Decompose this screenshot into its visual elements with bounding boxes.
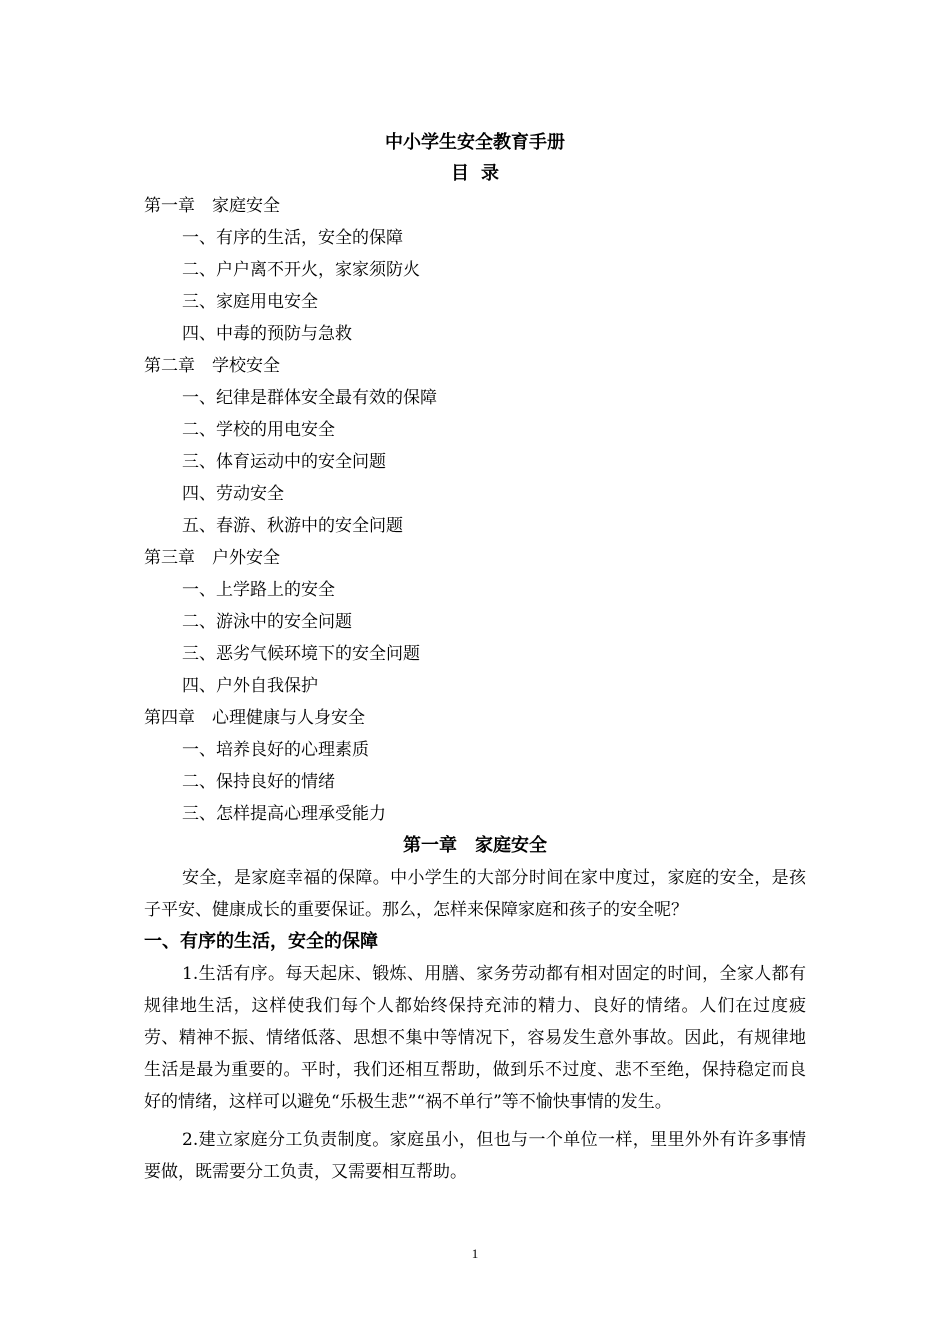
chapter-1-intro: 安全，是家庭幸福的保障。中小学生的大部分时间在家中度过，家庭的安全，是孩子平安、健康成长的重要保证。那么，怎样来保障家庭和孩子的安全呢？ (144, 868, 806, 920)
toc-item: 二、户户离不开火，家家须防火 (182, 260, 420, 280)
toc-item: 三、恶劣气候环境下的安全问题 (182, 644, 420, 664)
toc-item: 二、保持良好的情绪 (182, 772, 335, 792)
toc-item: 一、有序的生活，安全的保障 (182, 228, 403, 248)
table-of-contents (144, 190, 806, 830)
toc-item: 四、劳动安全 (182, 484, 284, 504)
toc-chapter-4: 第四章 心理健康与人身安全 (144, 708, 365, 728)
toc-item: 一、培养良好的心理素质 (182, 740, 369, 760)
toc-item: 五、春游、秋游中的安全问题 (182, 516, 403, 536)
toc-item: 二、学校的用电安全 (182, 420, 335, 440)
document-page (144, 128, 806, 1188)
page-number: 1 (471, 1246, 479, 1261)
chapter-1-heading: 第一章 家庭安全 (403, 835, 547, 856)
toc-heading: 目录 (451, 163, 511, 184)
toc-item: 三、体育运动中的安全问题 (182, 452, 386, 472)
toc-item: 四、户外自我保护 (182, 676, 318, 696)
toc-item: 四、中毒的预防与急救 (182, 324, 352, 344)
section-1-heading: 一、有序的生活，安全的保障 (144, 931, 378, 952)
paragraph-2: 2.建立家庭分工负责制度。家庭虽小，但也与一个单位一样，里里外外有许多事情要做，既需要分工负责，又需要相互帮助。 (144, 1130, 806, 1182)
toc-chapter-3: 第三章 户外安全 (144, 548, 280, 568)
toc-item: 一、纪律是群体安全最有效的保障 (182, 388, 437, 408)
toc-item: 三、怎样提高心理承受能力 (182, 804, 386, 824)
toc-item: 三、家庭用电安全 (182, 292, 318, 312)
toc-chapter-1: 第一章 家庭安全 (144, 196, 280, 216)
toc-chapter-2: 第二章 学校安全 (144, 356, 280, 376)
toc-item: 一、上学路上的安全 (182, 580, 335, 600)
toc-item: 二、游泳中的安全问题 (182, 612, 352, 632)
paragraph-1: 1.生活有序。每天起床、锻炼、用膳、家务劳动都有相对固定的时间，全家人都有规律地生活，这样使我们每个人都始终保持充沛的精力、良好的情绪。人们在过度疲劳、精神不振、情绪低落、思想不集中等情况下，容易发生意外事故。因此，有规律地生活是最为重要的。平时，我们还相互帮助，做到乐不过度、悲不至绝，保持稳定而良好的情绪，这样可以避免“乐极生悲”“祸不单行”等不愉快事情的发生。 (144, 964, 806, 1112)
document-title: 中小学生安全教育手册 (385, 132, 565, 153)
